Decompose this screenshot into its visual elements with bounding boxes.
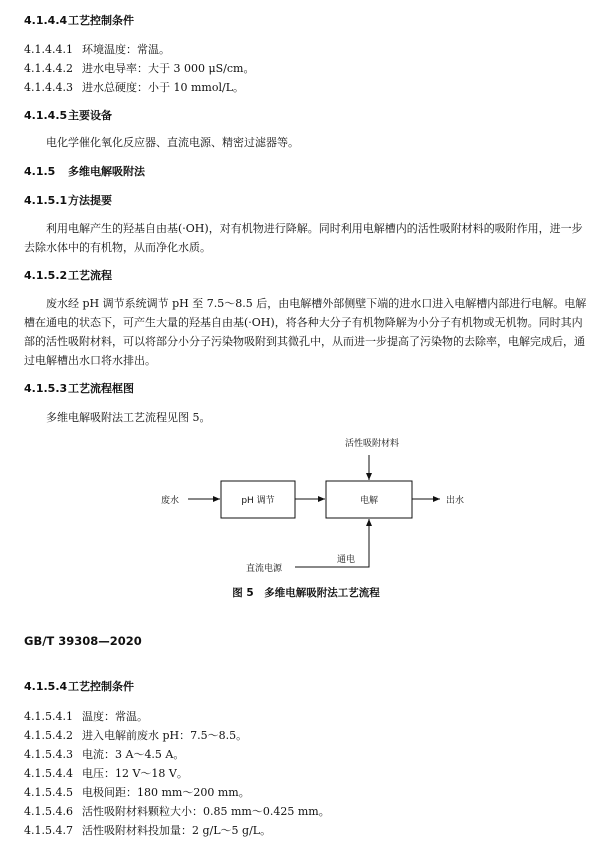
standard-number: GB/T 39308—2020: [24, 634, 142, 648]
section-number: 4.1.5: [24, 165, 56, 178]
item-text: 电极间距：180 mm～200 mm。: [82, 786, 250, 799]
adsorbent-label: 活性吸附材料: [344, 439, 400, 449]
wastewater-label: 废水: [161, 496, 180, 506]
list-item: [24, 710, 148, 724]
item-text: 活性吸附材料投加量：2 g/L～5 g/L。: [82, 824, 272, 837]
section-number: 4.1.5.4: [24, 680, 68, 693]
section-number: 4.1.5.1: [24, 194, 68, 207]
list-item: [24, 824, 271, 838]
section-title: 工艺控制条件: [68, 680, 134, 693]
section-title: 工艺流程: [68, 269, 112, 282]
item-number: 4.1.5.4.4: [24, 767, 73, 780]
item-number: 4.1.5.4.5: [24, 786, 73, 799]
figure-caption: 图 5 多维电解吸附法工艺流程: [232, 587, 380, 599]
section-number: 4.1.5.2: [24, 269, 68, 282]
item-text: 活性吸附材料颗粒大小：0.85 mm～0.425 mm。: [82, 805, 330, 818]
electrolysis-label: 电解: [359, 496, 379, 506]
item-text: 电流：3 A～4.5 A。: [82, 748, 185, 761]
ph-adjust-label: pH 调节: [241, 496, 275, 506]
item-text: 环境温度：常温。: [82, 43, 170, 56]
item-text: 进入电解前废水 pH：7.5～8.5。: [82, 729, 248, 742]
list-item: [24, 805, 330, 819]
list-item: [24, 729, 247, 743]
section-number: 4.1.4.4: [24, 14, 68, 27]
item-number: 4.1.4.4.1: [24, 43, 73, 56]
list-item: [24, 748, 184, 762]
power-arrow: [295, 519, 369, 567]
item-text: 电压：12 V～18 V。: [82, 767, 188, 780]
item-number: 4.1.4.4.2: [24, 62, 73, 75]
power-on-label: 通电: [337, 555, 356, 565]
list-item: [24, 767, 188, 781]
dc-power-label: 直流电源: [245, 564, 283, 574]
section-title: 多维电解吸附法: [68, 165, 145, 178]
section-title: 方法提要: [68, 194, 112, 207]
method-paragraph: 利用电解产生的羟基自由基(·OH)，对有机物进行降解。同时利用电解槽内的活性吸附材料的吸附作用，进一步去除水体中的有机物，从而净化水质。: [24, 222, 583, 254]
item-text: 进水电导率：大于 3 000 μS/cm。: [82, 62, 255, 75]
list-item: [24, 786, 250, 800]
outlet-label: 出水: [446, 496, 465, 506]
flow-intro: 多维电解吸附法工艺流程见图 5。: [46, 411, 211, 424]
section-number: 4.1.4.5: [24, 109, 68, 122]
section-number: 4.1.5.3: [24, 382, 68, 395]
item-number: 4.1.5.4.2: [24, 729, 73, 742]
equipment-paragraph: 电化学催化氧化反应器、直流电源、精密过滤器等。: [46, 136, 299, 149]
section-title: 工艺控制条件: [68, 14, 134, 27]
item-text: 温度：常温。: [82, 710, 148, 723]
section-heading-4-1-5-4: [24, 680, 134, 694]
item-number: 4.1.5.4.7: [24, 824, 73, 837]
item-text: 进水总硬度：小于 10 mmol/L。: [82, 81, 245, 94]
section-title: 主要设备: [68, 109, 112, 122]
item-number: 4.1.4.4.3: [24, 81, 73, 94]
process-paragraph: 废水经 pH 调节系统调节 pH 至 7.5～8.5 后，由电解槽外部侧壁下端的进水口进入电解槽内部进行电解。电解槽在通电的状态下，可产生大量的羟基自由基(·OH)，将各种大分子有机物降解为小分子有机物或无机物。同时其内部的活性吸附材料，可以将部分小分子污染物吸附到其微孔中，从而进一步提高了污染物的去除率，电解完成后，通过电解槽出水口将水排出。: [24, 297, 587, 367]
section-title: 工艺流程框图: [68, 382, 134, 395]
item-number: 4.1.5.4.3: [24, 748, 73, 761]
item-number: 4.1.5.4.1: [24, 710, 73, 723]
item-number: 4.1.5.4.6: [24, 805, 73, 818]
